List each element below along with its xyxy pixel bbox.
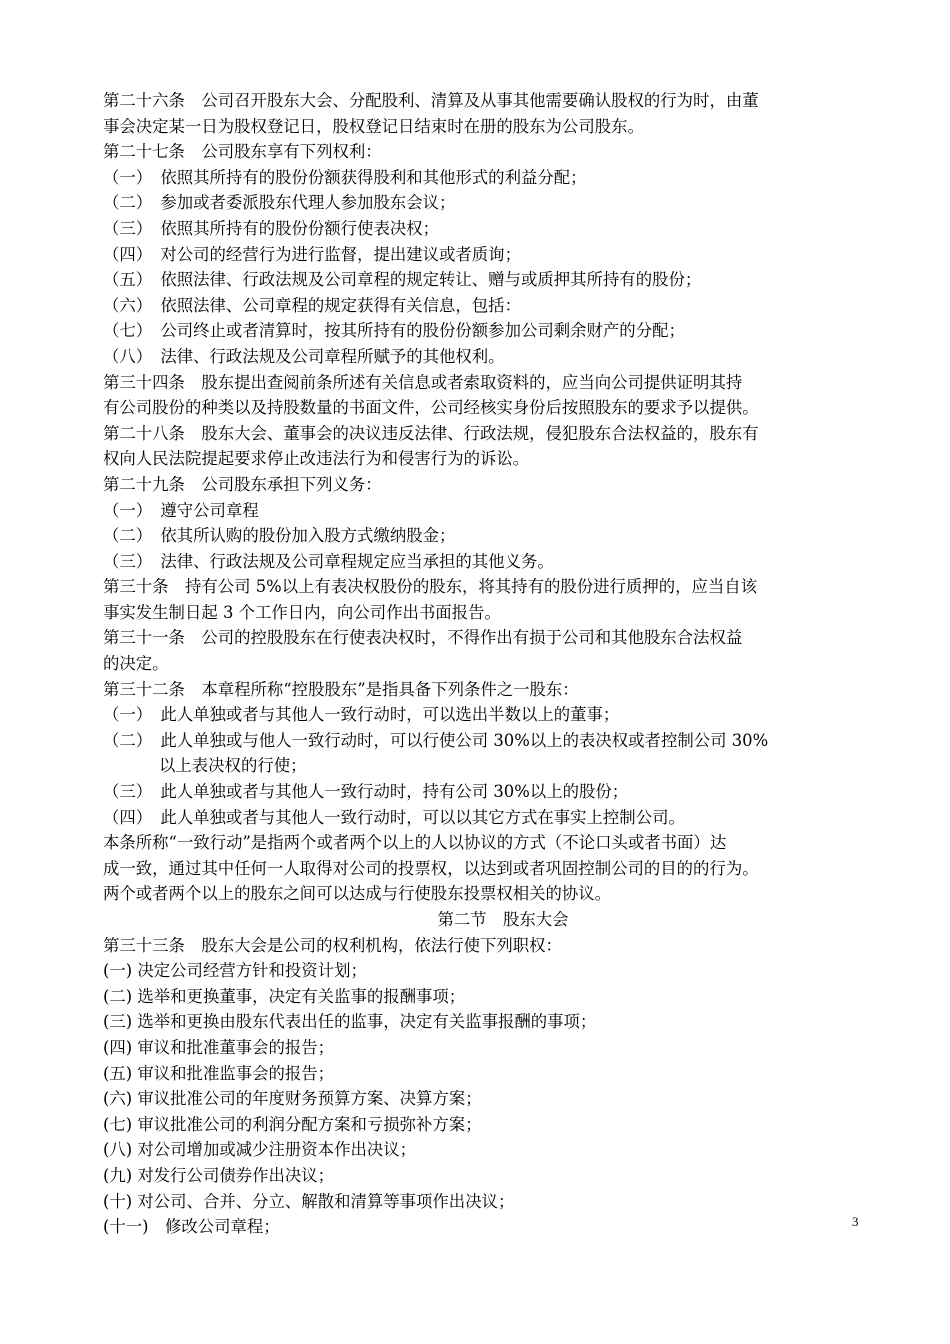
article-33-item-1: (一) 决定公司经营方针和投资计划； [103, 961, 367, 981]
document-body [103, 88, 863, 1240]
article-33-item-5: (五) 审议和批准监事会的报告； [103, 1063, 335, 1083]
concerted-action-line-1: 本条所称“一致行动”是指两个或者两个以上的人以协议的方式（不论口头或者书面）达 [103, 833, 727, 853]
article-27-item-7: （七） 公司终止或者清算时，按其所持有的股份份额参加公司剩余财产的分配； [103, 321, 685, 341]
article-31-line-2: 的决定。 [103, 654, 169, 674]
article-30-line-1: 第三十条 持有公司 5%以上有表决权股份的股东，将其持有的股份进行质押的，应当自该 [103, 577, 758, 597]
concerted-action-line-2: 成一致，通过其中任何一人取得对公司的投票权，以达到或者巩固控制公司的目的的行为。 [103, 858, 759, 878]
section-2-heading: 第二节 股东大会 [437, 910, 569, 929]
article-33-item-10: (十) 对公司、合并、分立、解散和清算等事项作出决议； [103, 1191, 515, 1211]
article-33-item-6: (六) 审议批准公司的年度财务预算方案、决算方案； [103, 1089, 482, 1109]
article-26-line-2: 事会决定某一日为股权登记日，股权登记日结束时在册的股东为公司股东。 [103, 116, 644, 136]
article-32-item-2-cont: 以上表决权的行使； [159, 756, 307, 776]
article-27-item-2: （二） 参加或者委派股东代理人参加股东会议； [103, 193, 456, 213]
article-32-item-2: （二） 此人单独或与他人一致行动时，可以行使公司 30%以上的表决权或者控制公司 30% [103, 730, 769, 750]
article-30-line-2: 事实发生制日起 3 个工作日内，向公司作出书面报告。 [103, 602, 501, 622]
article-29-item-1: （一） 遵守公司章程 [103, 500, 259, 520]
article-28-line-2: 权向人民法院提起要求停止改违法行为和侵害行为的诉讼。 [103, 449, 530, 469]
article-29-heading: 第二十九条 公司股东承担下列义务： [103, 474, 382, 494]
article-32-item-3: （三） 此人单独或者与其他人一致行动时，持有公司 30%以上的股份； [103, 782, 629, 802]
article-33-item-9: (九) 对发行公司债券作出决议； [103, 1165, 335, 1185]
article-27-item-4: （四） 对公司的经营行为进行监督，提出建议或者质询； [103, 244, 521, 264]
article-27-item-3: （三） 依照其所持有的股份份额行使表决权； [103, 218, 440, 238]
article-27-item-5: （五） 依照法律、行政法规及公司章程的规定转让、赠与或质押其所持有的股份； [103, 270, 702, 290]
article-27-item-1: （一） 依照其所持有的股份份额获得股利和其他形式的利益分配； [103, 167, 587, 187]
article-27-item-8: （八） 法律、行政法规及公司章程所赋予的其他权利。 [103, 346, 505, 366]
article-27-heading: 第二十七条 公司股东享有下列权利： [103, 142, 382, 162]
article-33-item-8: (八) 对公司增加或减少注册资本作出决议； [103, 1140, 417, 1160]
article-34-line-2: 有公司股份的种类以及持股数量的书面文件，公司经核实身份后按照股东的要求予以提供。 [103, 398, 759, 418]
article-26-line-1: 第二十六条 公司召开股东大会、分配股利、清算及从事其他需要确认股权的行为时，由董 [103, 91, 759, 110]
article-31-line-1: 第三十一条 公司的控股股东在行使表决权时，不得作出有损于公司和其他股东合法权益 [103, 628, 743, 648]
article-32-item-1: （一） 此人单独或者与其他人一致行动时，可以选出半数以上的董事； [103, 705, 620, 725]
article-28-line-1: 第二十八条 股东大会、董事会的决议违反法律、行政法规，侵犯股东合法权益的，股东有 [103, 423, 759, 443]
article-34-line-1: 第三十四条 股东提出查阅前条所述有关信息或者索取资料的，应当向公司提供证明其持 [103, 372, 743, 392]
article-33-item-2: (二) 选举和更换董事，决定有关监事的报酬事项； [103, 986, 466, 1006]
page-number: 3 [852, 1214, 859, 1229]
article-33-item-3: (三) 选举和更换由股东代表出任的监事，决定有关监事报酬的事项； [103, 1012, 597, 1032]
article-33-heading: 第三十三条 股东大会是公司的权利机构，依法行使下列职权： [103, 935, 562, 955]
article-32-heading: 第三十二条 本章程所称“控股股东”是指具备下列条件之一股东： [103, 679, 579, 699]
article-33-item-4: (四) 审议和批准董事会的报告； [103, 1037, 335, 1057]
concerted-action-line-3: 两个或者两个以上的股东之间可以达成与行使股东投票权相关的协议。 [103, 884, 612, 904]
article-27-item-6: （六） 依照法律、公司章程的规定获得有关信息，包括： [103, 295, 521, 315]
article-29-item-2: （二） 依其所认购的股份加入股方式缴纳股金； [103, 526, 456, 546]
article-29-item-3: （三） 法律、行政法规及公司章程规定应当承担的其他义务。 [103, 551, 554, 571]
article-33-item-11: (十一) 修改公司章程； [103, 1217, 280, 1237]
article-33-item-7: (七) 审议批准公司的利润分配方案和亏损弥补方案； [103, 1114, 482, 1134]
article-32-item-4: （四） 此人单独或者与其他人一致行动时，可以以其它方式在事实上控制公司。 [103, 807, 685, 827]
